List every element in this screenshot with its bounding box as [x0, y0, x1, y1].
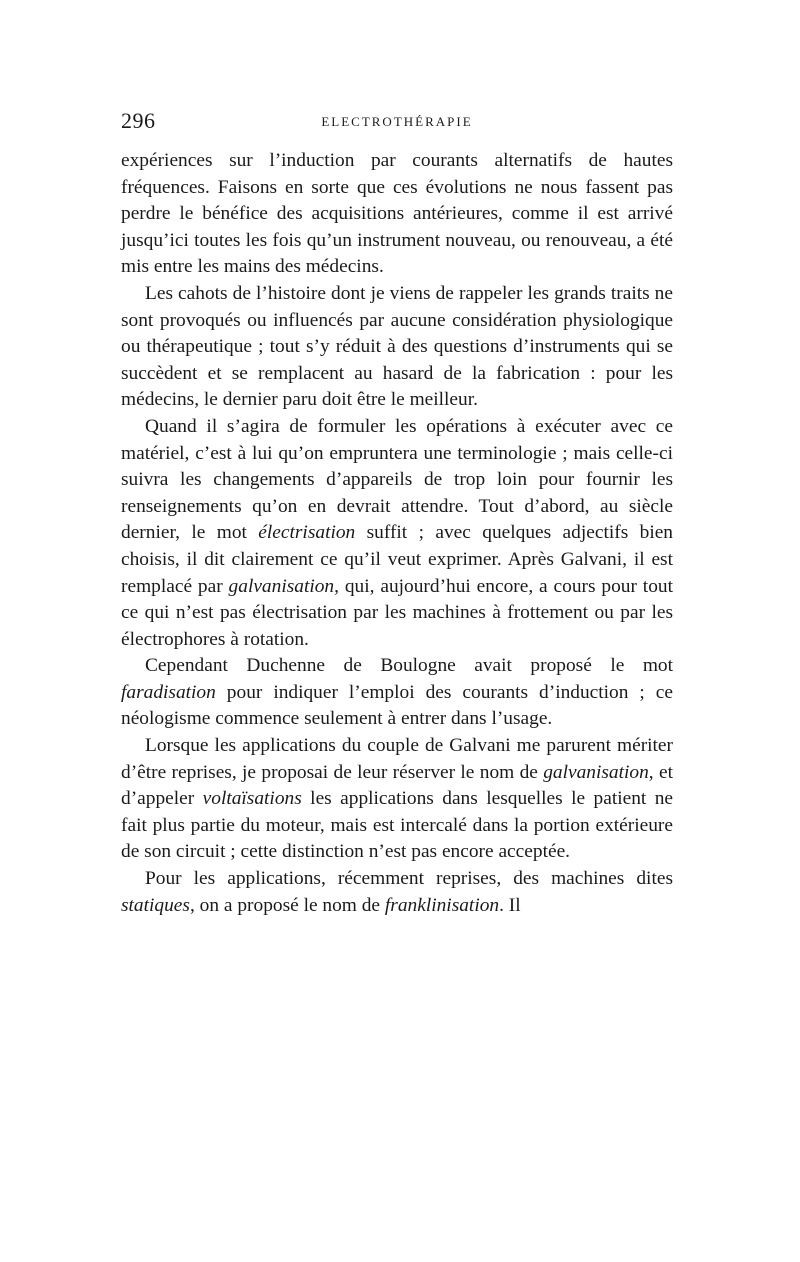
italic-term: galvanisation	[228, 575, 335, 597]
text-segment: . Il	[499, 894, 521, 916]
italic-term: franklinisation	[384, 894, 500, 916]
page-header	[121, 108, 673, 138]
text-segment: suffit ; avec quelques adjectifs bien choisis, il dit clairement ce qu’il veut exprimer. Après Galvani, il est remplacé par	[121, 522, 674, 597]
text-segment: les applications dans lesquelles le patient ne fait plus partie du moteur, mais est intercalé dans la portion extérieure de son circuit ; cette distinction n’est pas encore acceptée.	[121, 788, 673, 863]
paragraph-4	[121, 653, 673, 733]
italic-term: statiques	[121, 894, 190, 916]
paragraph-2	[121, 281, 673, 414]
running-head: ELECTROTHÉRAPIE	[321, 114, 473, 129]
italic-term: voltaïsations	[202, 788, 302, 810]
text-segment: Cependant Duchenne de Boulogne avait proposé le mot	[145, 655, 673, 677]
text-segment: expériences sur l’induction par courants alternatifs de hautes fréquences. Faisons en sorte que ces évolutions ne nous fassent pas perdre le bénéfice des acquisitions antérieures, comme il est arrivé jusqu’ici toutes les fois qu’un instrument nouveau, ou renouveau, a été mis entre les mains des médecins.	[121, 150, 673, 278]
paragraph-1	[121, 148, 673, 281]
italic-term: électrisation	[258, 522, 356, 544]
text-segment: , et d’appeler	[121, 761, 673, 810]
text-segment: Pour les applications, récemment reprises, des machines dites	[145, 868, 673, 890]
body-text	[121, 148, 673, 919]
text-segment: , qui, aujourd’hui encore, a cours pour tout ce qui n’est pas électrisation par les machines à frottement ou par les électrophores à rotation.	[121, 575, 673, 650]
italic-term: faradisation	[121, 681, 216, 703]
paragraph-3	[121, 414, 673, 653]
page-number: 296	[121, 108, 156, 133]
paragraph-5	[121, 733, 673, 866]
italic-term: galvanisation	[543, 761, 649, 783]
text-segment: pour indiquer l’emploi des courants d’induction ; ce néologisme commence seulement à entrer dans l’usage.	[121, 681, 673, 730]
paragraph-6	[121, 866, 673, 919]
text-segment: Lorsque les applications du couple de Galvani me parurent mériter d’être reprises, je proposai de leur réserver le nom de	[121, 735, 673, 783]
text-segment: , on a proposé le nom de	[189, 894, 385, 916]
text-segment: Quand il s’agira de formuler les opérations à exécuter avec ce matériel, c’est à lui qu’on empruntera une terminologie ; mais celle-ci suivra les changements d’appareils de trop loin pour fournir les renseignements qu’on en devrait attendre. Tout d’abord, au siècle dernier, le mot	[121, 415, 673, 544]
text-segment: Les cahots de l’histoire dont je viens de rappeler les grands traits ne sont provoqués ou influencés par aucune considération physiologique ou thérapeutique ; tout s’y réduit à des questions d’instruments qui se succèdent et se remplacent au hasard de la fabrication : pour les médecins, le dernier paru doit être le meilleur.	[121, 282, 673, 411]
